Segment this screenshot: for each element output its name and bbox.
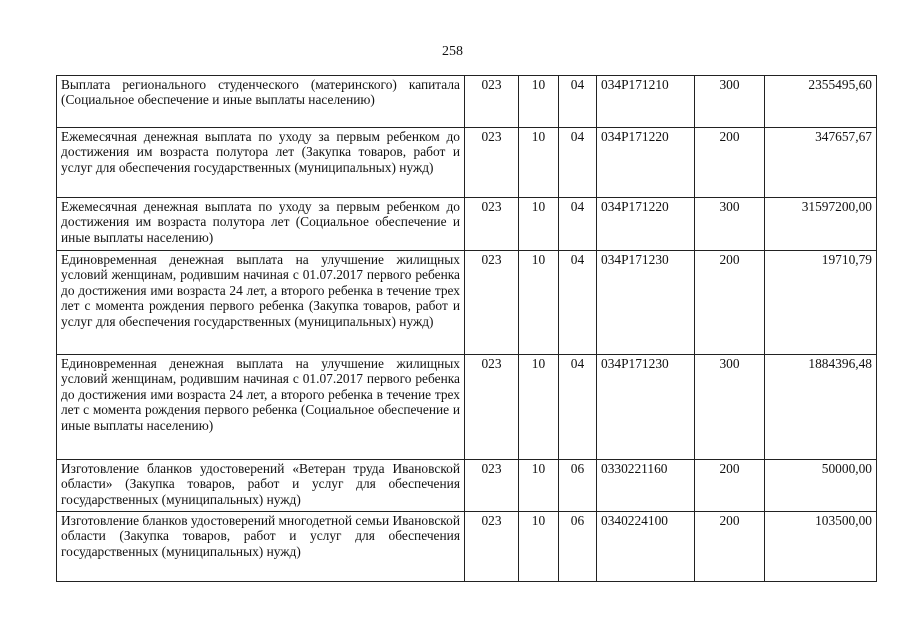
cell-description: Единовременная денежная выплата на улучшение жилищных условий женщинам, родившим начиная с 01.07.2017 первого ребенка до достижения ими возраста 24 лет, а второго ребенка в течение трех лет с момента рождения первого ребенка (Закупка товаров, работ и услуг для обеспечения государственных (муниципальных) нужд) [57,251,465,355]
cell-amount: 50000,00 [765,460,877,512]
cell-section: 10 [519,512,559,582]
cell-expense-type: 300 [695,355,765,460]
cell-section: 10 [519,76,559,128]
table-row [57,251,877,355]
cell-amount: 31597200,00 [765,198,877,251]
cell-subsection: 04 [559,355,597,460]
cell-expense-type: 200 [695,460,765,512]
cell-subsection: 04 [559,251,597,355]
cell-subsection: 04 [559,128,597,198]
table-row [57,460,877,512]
cell-ministry: 023 [465,355,519,460]
cell-section: 10 [519,198,559,251]
table-row [57,76,877,128]
cell-target-article: 034P171230 [597,355,695,460]
cell-description: Ежемесячная денежная выплата по уходу за первым ребенком до достижения им возраста полутора лет (Закупка товаров, работ и услуг для обеспечения государственных (муниципальных) нужд) [57,128,465,198]
cell-section: 10 [519,355,559,460]
cell-section: 10 [519,460,559,512]
cell-subsection: 04 [559,198,597,251]
table-row [57,512,877,582]
cell-target-article: 034P171210 [597,76,695,128]
cell-ministry: 023 [465,198,519,251]
budget-table [56,75,877,582]
cell-expense-type: 200 [695,512,765,582]
table-row [57,355,877,460]
cell-target-article: 034P171220 [597,128,695,198]
cell-target-article: 0340224100 [597,512,695,582]
cell-ministry: 023 [465,76,519,128]
cell-amount: 1884396,48 [765,355,877,460]
cell-expense-type: 200 [695,128,765,198]
cell-section: 10 [519,251,559,355]
table-row [57,128,877,198]
cell-ministry: 023 [465,251,519,355]
cell-description: Изготовление бланков удостоверений многодетной семьи Ивановской области (Закупка товаров, работ и услуг для обеспечения государственных (муниципальных) нужд) [57,512,465,582]
cell-ministry: 023 [465,512,519,582]
cell-subsection: 06 [559,460,597,512]
cell-amount: 2355495,60 [765,76,877,128]
cell-subsection: 06 [559,512,597,582]
page-number: 258 [442,44,463,59]
cell-description: Изготовление бланков удостоверений «Ветеран труда Ивановской области» (Закупка товаров, работ и услуг для обеспечения государственных (муниципальных) нужд) [57,460,465,512]
cell-amount: 19710,79 [765,251,877,355]
cell-amount: 103500,00 [765,512,877,582]
table-row [57,198,877,251]
cell-expense-type: 300 [695,198,765,251]
cell-ministry: 023 [465,460,519,512]
cell-expense-type: 200 [695,251,765,355]
cell-description: Единовременная денежная выплата на улучшение жилищных условий женщинам, родившим начиная с 01.07.2017 первого ребенка до достижения ими возраста 24 лет, а второго ребенка в течение трех лет с момента рождения первого ребенка (Социальное обеспечение и иные выплаты населению) [57,355,465,460]
cell-subsection: 04 [559,76,597,128]
cell-section: 10 [519,128,559,198]
cell-description: Ежемесячная денежная выплата по уходу за первым ребенком до достижения им возраста полутора лет (Социальное обеспечение и иные выплаты населению) [57,198,465,251]
cell-expense-type: 300 [695,76,765,128]
cell-amount: 347657,67 [765,128,877,198]
cell-target-article: 034P171220 [597,198,695,251]
cell-target-article: 0330221160 [597,460,695,512]
cell-ministry: 023 [465,128,519,198]
cell-description: Выплата регионального студенческого (материнского) капитала (Социальное обеспечение и иные выплаты населению) [57,76,465,128]
cell-target-article: 034P171230 [597,251,695,355]
